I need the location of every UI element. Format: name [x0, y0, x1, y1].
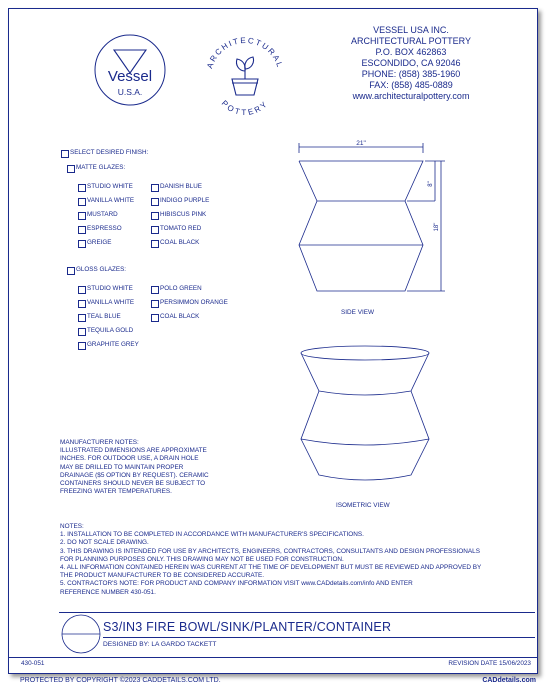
- note-line: 3. THIS DRAWING IS INTENDED FOR USE BY ARCHITECTS, ENGINEERS, CONTRACTORS, CONSULTANTS AND DESIGN PROFESSIONALS: [60, 547, 480, 555]
- matte-option-checkbox[interactable]: [151, 212, 159, 220]
- note-line: REFERENCE NUMBER 430-051.: [60, 588, 156, 596]
- title-block-rule: [59, 612, 535, 613]
- vessel-logo-country: U.S.A.: [117, 87, 143, 97]
- matte-glazes-checkbox[interactable]: [67, 165, 75, 173]
- matte-option-label: TOMATO RED: [160, 225, 202, 232]
- gloss-option-checkbox[interactable]: [78, 328, 86, 336]
- matte-option-checkbox[interactable]: [151, 240, 159, 248]
- drawing-sheet: [8, 8, 538, 674]
- select-finish-checkbox[interactable]: [61, 150, 69, 158]
- matte-option-checkbox[interactable]: [78, 226, 86, 234]
- matte-option-checkbox[interactable]: [78, 212, 86, 220]
- gloss-glazes-checkbox[interactable]: [67, 267, 75, 275]
- gloss-option-label: PERSIMMON ORANGE: [160, 299, 228, 306]
- matte-option-label: ESPRESSO: [87, 225, 122, 232]
- drawing-title: S3/IN3 FIRE BOWL/SINK/PLANTER/CONTAINER: [103, 620, 392, 634]
- matte-option-label: STUDIO WHITE: [87, 183, 133, 190]
- copyright-notice: PROTECTED BY COPYRIGHT ©2023 CADDETAILS.COM LTD.: [20, 677, 221, 684]
- gloss-option-checkbox[interactable]: [151, 300, 159, 308]
- manufacturer-note-line: INCHES. FOR OUTDOOR USE, A DRAIN HOLE: [60, 455, 199, 463]
- gloss-option-checkbox[interactable]: [78, 286, 86, 294]
- matte-option-checkbox[interactable]: [78, 198, 86, 206]
- gloss-option-label: COAL BLACK: [160, 313, 200, 320]
- manufacturer-notes-heading: MANUFACTURER NOTES:: [60, 439, 139, 446]
- matte-glazes-label: MATTE GLAZES:: [76, 164, 126, 171]
- matte-option-label: MUSTARD: [87, 211, 118, 218]
- manufacturer-note-line: ILLUSTRATED DIMENSIONS ARE APPROXIMATE: [60, 447, 207, 455]
- company-name: VESSEL USA INC.: [373, 25, 449, 35]
- note-line: THE PRODUCT MANUFACTURER TO BE CONSIDERED ACCURATE.: [60, 572, 265, 580]
- matte-option-checkbox[interactable]: [151, 226, 159, 234]
- company-website[interactable]: www.architecturalpottery.com: [352, 91, 470, 101]
- gloss-option-label: VANILLA WHITE: [87, 299, 135, 306]
- bottom-rule: [9, 657, 537, 658]
- side-view-label: SIDE VIEW: [341, 309, 375, 316]
- matte-option-checkbox[interactable]: [78, 184, 86, 192]
- arch-logo-top-text: ARCHITECTURAL: [205, 35, 285, 70]
- svg-text:POTTERY: [220, 99, 271, 117]
- matte-option-label: GREIGE: [87, 239, 112, 246]
- gloss-option-checkbox[interactable]: [78, 300, 86, 308]
- company-po-box: P.O. BOX 462863: [375, 47, 447, 57]
- designed-by: DESIGNED BY: LA GARDO TACKETT: [103, 641, 217, 648]
- matte-option-label: INDIGO PURPLE: [160, 197, 210, 204]
- isometric-view-label: ISOMETRIC VIEW: [336, 502, 390, 509]
- gloss-option-label: POLO GREEN: [160, 285, 202, 292]
- manufacturer-note-line: MAY BE DRILLED TO MAINTAIN PROPER: [60, 463, 184, 471]
- vessel-logo: [93, 33, 167, 107]
- matte-option-label: DANISH BLUE: [160, 183, 202, 190]
- side-view-drawing: [289, 139, 459, 319]
- total-height-dimension: 18": [434, 222, 440, 232]
- manufacturer-note-line: CONTAINERS SHOULD NEVER BE SUBJECT TO: [60, 480, 206, 488]
- vessel-logo-name: Vessel: [107, 68, 153, 85]
- note-line: FOR PLANNING PURPOSES ONLY. THIS DRAWING MAY NOT BE USED FOR CONSTRUCTION.: [60, 555, 344, 563]
- gloss-option-label: TEAL BLUE: [87, 313, 121, 320]
- gloss-option-label: TEQUILA GOLD: [87, 327, 134, 334]
- note-line: 4. ALL INFORMATION CONTAINED HEREIN WAS CURRENT AT THE TIME OF DEVELOPMENT BUT MUST BE REVIEWED AND APPROVED BY: [60, 564, 482, 572]
- manufacturer-note-line: FREEZING WATER TEMPERATURES.: [60, 488, 172, 496]
- note-line: 1. INSTALLATION TO BE COMPLETED IN ACCORDANCE WITH MANUFACTURER'S SPECIFICATIONS.: [60, 531, 364, 539]
- pot-plant-icon: [232, 57, 258, 95]
- gloss-option-checkbox[interactable]: [151, 286, 159, 294]
- matte-option-label: HIBISCUS PINK: [160, 211, 207, 218]
- gloss-option-label: GRAPHITE GREY: [87, 341, 139, 348]
- top-height-dimension: 8": [428, 181, 434, 187]
- gloss-option-label: STUDIO WHITE: [87, 285, 133, 292]
- matte-option-label: COAL BLACK: [160, 239, 200, 246]
- width-dimension: 21": [356, 140, 366, 147]
- caddetails-brand[interactable]: CADdetails.com: [482, 677, 536, 684]
- architectural-pottery-logo: [199, 29, 291, 121]
- matte-option-checkbox[interactable]: [151, 184, 159, 192]
- manufacturer-notes: [60, 439, 209, 496]
- revision-date: REVISION DATE 15/06/2023: [448, 660, 531, 667]
- matte-option-checkbox[interactable]: [151, 198, 159, 206]
- notes-heading: NOTES:: [60, 523, 84, 530]
- arch-logo-bottom-text: POTTERY: [219, 98, 271, 118]
- manufacturer-note-line: DRAINAGE ($5 OPTION BY REQUEST). CERAMIC: [60, 471, 209, 479]
- note-line: 5. CONTRACTOR'S NOTE: FOR PRODUCT AND COMPANY INFORMATION VISIT www.CADdetails.com/info AND ENTER: [60, 580, 413, 588]
- company-info: [327, 25, 495, 102]
- company-phone: PHONE: (858) 385-1960: [361, 69, 461, 79]
- gloss-option-checkbox[interactable]: [78, 314, 86, 322]
- company-city: ESCONDIDO, CA 92046: [361, 58, 461, 68]
- gloss-option-checkbox[interactable]: [151, 314, 159, 322]
- note-line: 2. DO NOT SCALE DRAWING.: [60, 539, 149, 547]
- title-divider: [103, 637, 535, 638]
- isometric-view-drawing: [294, 339, 444, 489]
- title-block-circle: [61, 614, 101, 654]
- company-fax: FAX: (858) 485-0889: [369, 80, 453, 90]
- matte-option-label: VANILLA WHITE: [87, 197, 135, 204]
- gloss-option-checkbox[interactable]: [78, 342, 86, 350]
- select-finish-label: SELECT DESIRED FINISH:: [70, 149, 149, 156]
- company-division: ARCHITECTURAL POTTERY: [350, 36, 471, 46]
- reference-number: 430-051: [21, 660, 45, 667]
- matte-option-checkbox[interactable]: [78, 240, 86, 248]
- gloss-glazes-label: GLOSS GLAZES:: [76, 266, 127, 273]
- general-notes: [60, 523, 481, 597]
